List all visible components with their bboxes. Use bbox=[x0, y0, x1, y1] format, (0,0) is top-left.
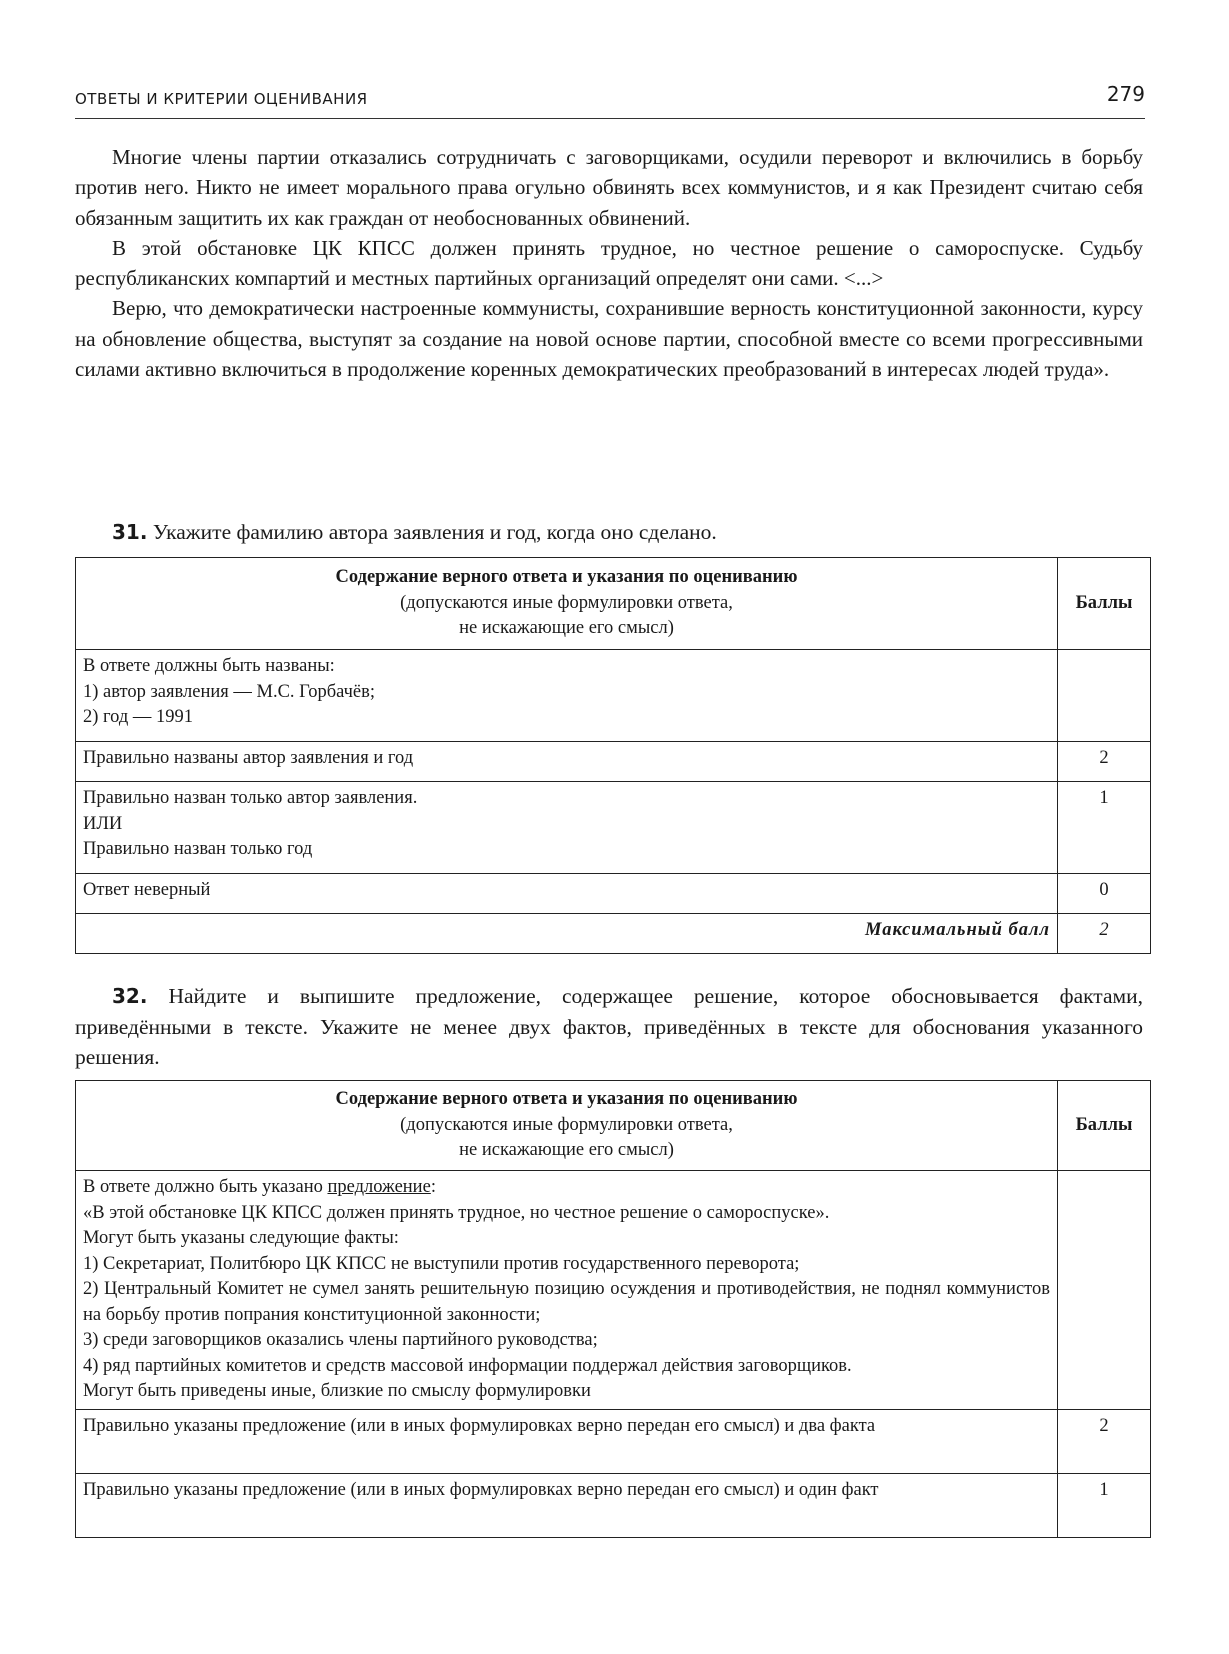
table-row bbox=[76, 650, 1151, 742]
table-row bbox=[76, 1171, 1151, 1410]
question-text: Укажите фамилию автора заявления и год, когда оно сделано. bbox=[152, 520, 717, 544]
answer-line: 1) Секретариат, Политбюро ЦК КПСС не выступили против государственного переворота; bbox=[83, 1253, 800, 1274]
page-number: 279 bbox=[1106, 82, 1145, 106]
points: 1 bbox=[1058, 1473, 1151, 1537]
table-header-points: Баллы bbox=[1058, 1081, 1151, 1171]
answer-line: В ответе должно быть указано предложение: bbox=[83, 1177, 436, 1197]
criterion: Правильно указаны предложение (или в иных формулировках верно передан его смысл) и два факта bbox=[76, 1409, 1058, 1473]
points: 0 bbox=[1058, 874, 1151, 914]
question-number: 32. bbox=[112, 984, 148, 1008]
criteria-table-32 bbox=[75, 1080, 1151, 1538]
table-header-content: Содержание верного ответа и указания по оцениванию (допускаются иные формулировки ответа, не искажающие его смысл) bbox=[76, 1081, 1058, 1171]
table-row bbox=[76, 1473, 1151, 1537]
criterion: Правильно указаны предложение (или в иных формулировках верно передан его смысл) и один факт bbox=[76, 1473, 1058, 1537]
table-row bbox=[76, 1409, 1151, 1473]
running-title: ОТВЕТЫ И КРИТЕРИИ ОЦЕНИВАНИЯ bbox=[75, 90, 368, 108]
answer-line: Могут быть приведены иные, близкие по смыслу формулировки bbox=[83, 1381, 591, 1401]
criterion: Правильно назван только автор заявления. bbox=[83, 788, 418, 808]
paragraph: Верю, что демократически настроенные коммунисты, сохранившие верность конституционной законности, курсу на обновление общества, выступят за создание на новой основе партии, способной вместе со всеми прогрессивными силами активно включиться в продолжение коренных демократических преобразований в интересах людей труда». bbox=[75, 296, 1143, 382]
criteria-table-31 bbox=[75, 557, 1151, 954]
points: 2 bbox=[1058, 742, 1151, 782]
table-row bbox=[76, 782, 1151, 874]
answer-line: 2) Центральный Комитет не сумел занять решительную позицию осуждения и противодействия, не поднял коммунистов на борьбу против попрания конституционной законности; bbox=[83, 1279, 1050, 1325]
answer-line: 2) год — 1991 bbox=[83, 707, 194, 727]
table-row bbox=[76, 874, 1151, 914]
question-31 bbox=[75, 517, 1143, 548]
source-text bbox=[75, 142, 1143, 384]
answer-line: В ответе должны быть названы: bbox=[83, 656, 335, 676]
answer-line: «В этой обстановке ЦК КПСС должен принять трудное, но честное решение о самороспуске». bbox=[83, 1202, 830, 1223]
table-header-points: Баллы bbox=[1058, 558, 1151, 650]
paragraph: Многие члены партии отказались сотрудничать с заговорщиками, осудили переворот и включились в борьбу против него. Никто не имеет морального права огульно обвинять всех коммунистов, и я как Президент считаю себя обязанным защитить их как граждан от необоснованных обвинений. bbox=[75, 145, 1143, 230]
question-text: Найдите и выпишите предложение, содержащее решение, которое обосновывается фактами, приведёнными в тексте. Укажите не менее двух фактов, приведённых в тексте для обоснования указанного решения. bbox=[75, 984, 1143, 1069]
page-header bbox=[75, 82, 1145, 119]
question-number: 31. bbox=[112, 520, 148, 544]
answer-line: Могут быть указаны следующие факты: bbox=[83, 1228, 399, 1248]
table-row bbox=[76, 742, 1151, 782]
answer-line: 1) автор заявления — М.С. Горбачёв; bbox=[83, 681, 376, 702]
paragraph: В этой обстановке ЦК КПСС должен принять трудное, но честное решение о самороспуске. Судьбу республиканских компартий и местных партийных организаций определят они сами. <...> bbox=[75, 235, 1143, 291]
answer-line: 3) среди заговорщиков оказались члены партийного руководства; bbox=[83, 1330, 598, 1350]
points: 1 bbox=[1058, 782, 1151, 874]
answer-line: 4) ряд партийных комитетов и средств массовой информации поддержал действия заговорщиков. bbox=[83, 1355, 852, 1376]
question-32 bbox=[75, 981, 1143, 1073]
table-header-content: Содержание верного ответа и указания по оцениванию (допускаются иные формулировки ответа, не искажающие его смысл) bbox=[76, 558, 1058, 650]
max-points: 2 bbox=[1058, 914, 1151, 954]
points: 2 bbox=[1058, 1409, 1151, 1473]
table-row-max bbox=[76, 914, 1151, 954]
criterion: ИЛИ bbox=[83, 813, 123, 834]
criterion: Правильно назван только год bbox=[83, 839, 313, 859]
criterion: Ответ неверный bbox=[76, 874, 1058, 914]
criterion: Правильно названы автор заявления и год bbox=[76, 742, 1058, 782]
max-label: Максимальный балл bbox=[76, 914, 1058, 954]
